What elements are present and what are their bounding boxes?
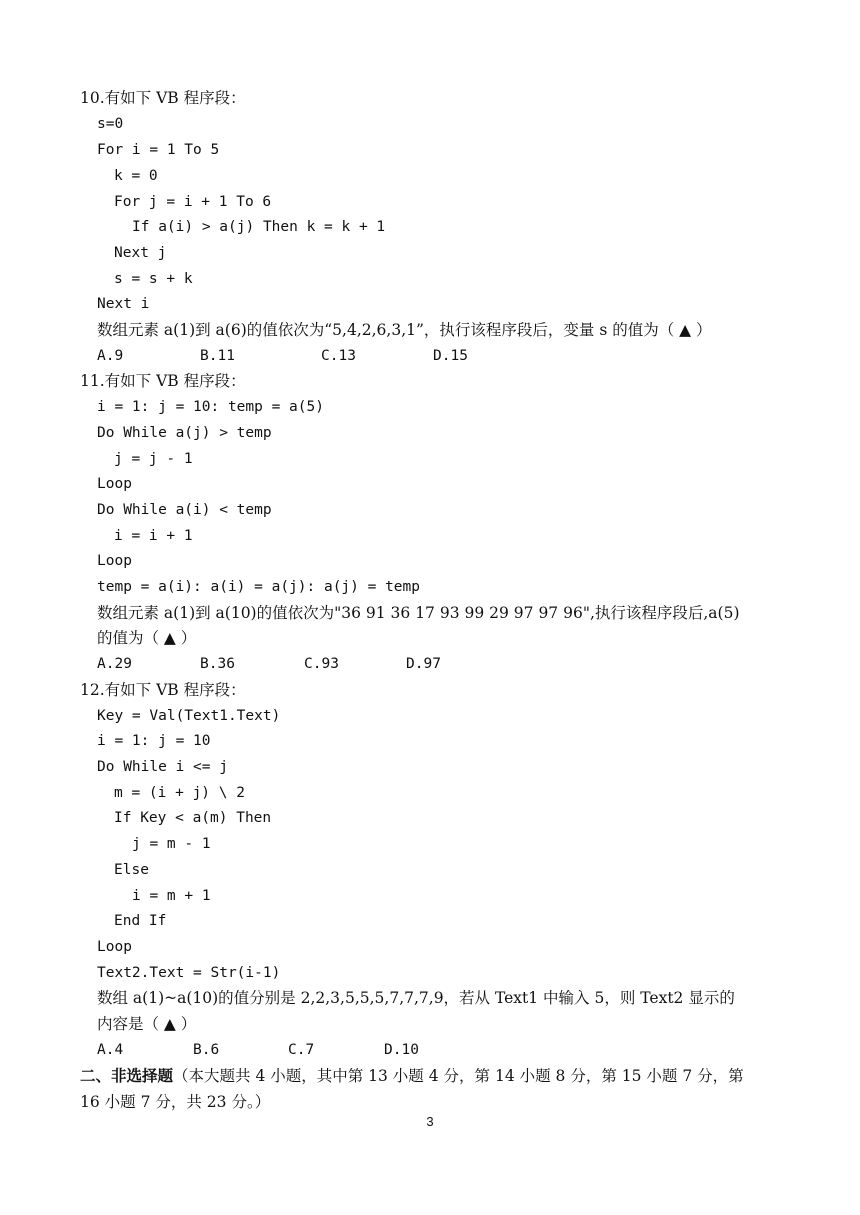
q10-code-line: For j = i + 1 To 6 [114,194,272,210]
q12-code-line: j = m - 1 [132,836,211,852]
q10-option-b: B.11 [200,348,235,364]
q10-option-a: A.9 [97,348,124,364]
q12-title: 12.有如下 VB 程序段： [80,681,246,699]
q10-code-line: For i = 1 To 5 [97,142,220,158]
q11-code-line: temp = a(i): a(i) = a(j): a(j) = temp [97,579,421,595]
q12-code-line: Loop [97,939,132,955]
section2-description: （本大题共 4 小题，其中第 13 小题 4 分，第 14 小题 8 分，第 15 小题 7 分，第 [173,1067,744,1085]
q11-title: 11.有如下 VB 程序段： [80,372,246,390]
q11-option-b: B.36 [200,656,235,672]
q11-code-line: Do While a(i) < temp [97,502,272,518]
q12-option-d: D.10 [384,1042,419,1058]
q12-code-line: Else [114,862,149,878]
q12-stem-cont: 内容是（ ▲ ） [97,1015,197,1033]
q12-code-line: i = 1: j = 10 [97,733,211,749]
q10-option-c: C.13 [321,348,356,364]
q11-code-line: Do While a(j) > temp [97,425,272,441]
q10-code-line: If a(i) > a(j) Then k = k + 1 [132,219,386,235]
q12-code-line: Do While i <= j [97,759,228,775]
q10-code-line: Next j [114,245,167,261]
q10-title: 10.有如下 VB 程序段： [80,89,246,107]
q11-stem-cont: 的值为（ ▲ ） [97,629,197,647]
q12-code-line: Key = Val(Text1.Text) [97,708,281,724]
q10-code-line: s=0 [97,116,124,132]
q11-option-d: D.97 [406,656,441,672]
section2-header [80,1066,744,1086]
section2-description-cont: 16 小题 7 分，共 23 分。） [80,1093,271,1111]
q11-code-line: i = i + 1 [114,528,193,544]
q12-stem: 数组 a(1)~a(10)的值分别是 2,2,3,5,5,5,7,7,7,9，若从 Text1 中输入 5，则 Text2 显示的 [97,989,735,1007]
q10-code-line: Next i [97,296,150,312]
q12-option-c: C.7 [288,1042,315,1058]
q11-code-line: j = j - 1 [114,451,193,467]
q12-option-a: A.4 [97,1042,124,1058]
section2-heading: 二、非选择题 [80,1066,174,1085]
q11-option-a: A.29 [97,656,132,672]
q10-option-d: D.15 [433,348,468,364]
q12-option-b: B.6 [193,1042,220,1058]
q11-code-line: Loop [97,476,132,492]
q10-stem: 数组元素 a(1)到 a(6)的值依次为“5,4,2,6,3,1”，执行该程序段后，变量 s 的值为（ ▲ ） [97,321,712,339]
q12-code-line: If Key < a(m) Then [114,810,272,826]
q11-code-line: Loop [97,553,132,569]
q12-code-line: End If [114,913,167,929]
q12-code-line: Text2.Text = Str(i-1) [97,965,281,981]
q10-code-line: s = s + k [114,271,193,287]
page-number: 3 [426,1114,434,1129]
q12-code-line: m = (i + j) \ 2 [114,785,245,801]
q12-code-line: i = m + 1 [132,888,211,904]
q11-stem: 数组元素 a(1)到 a(10)的值依次为"36 91 36 17 93 99 29 97 97 96",执行该程序段后,a(5) [97,604,740,622]
q11-code-line: i = 1: j = 10: temp = a(5) [97,399,324,415]
q11-option-c: C.93 [304,656,339,672]
q10-code-line: k = 0 [114,168,158,184]
